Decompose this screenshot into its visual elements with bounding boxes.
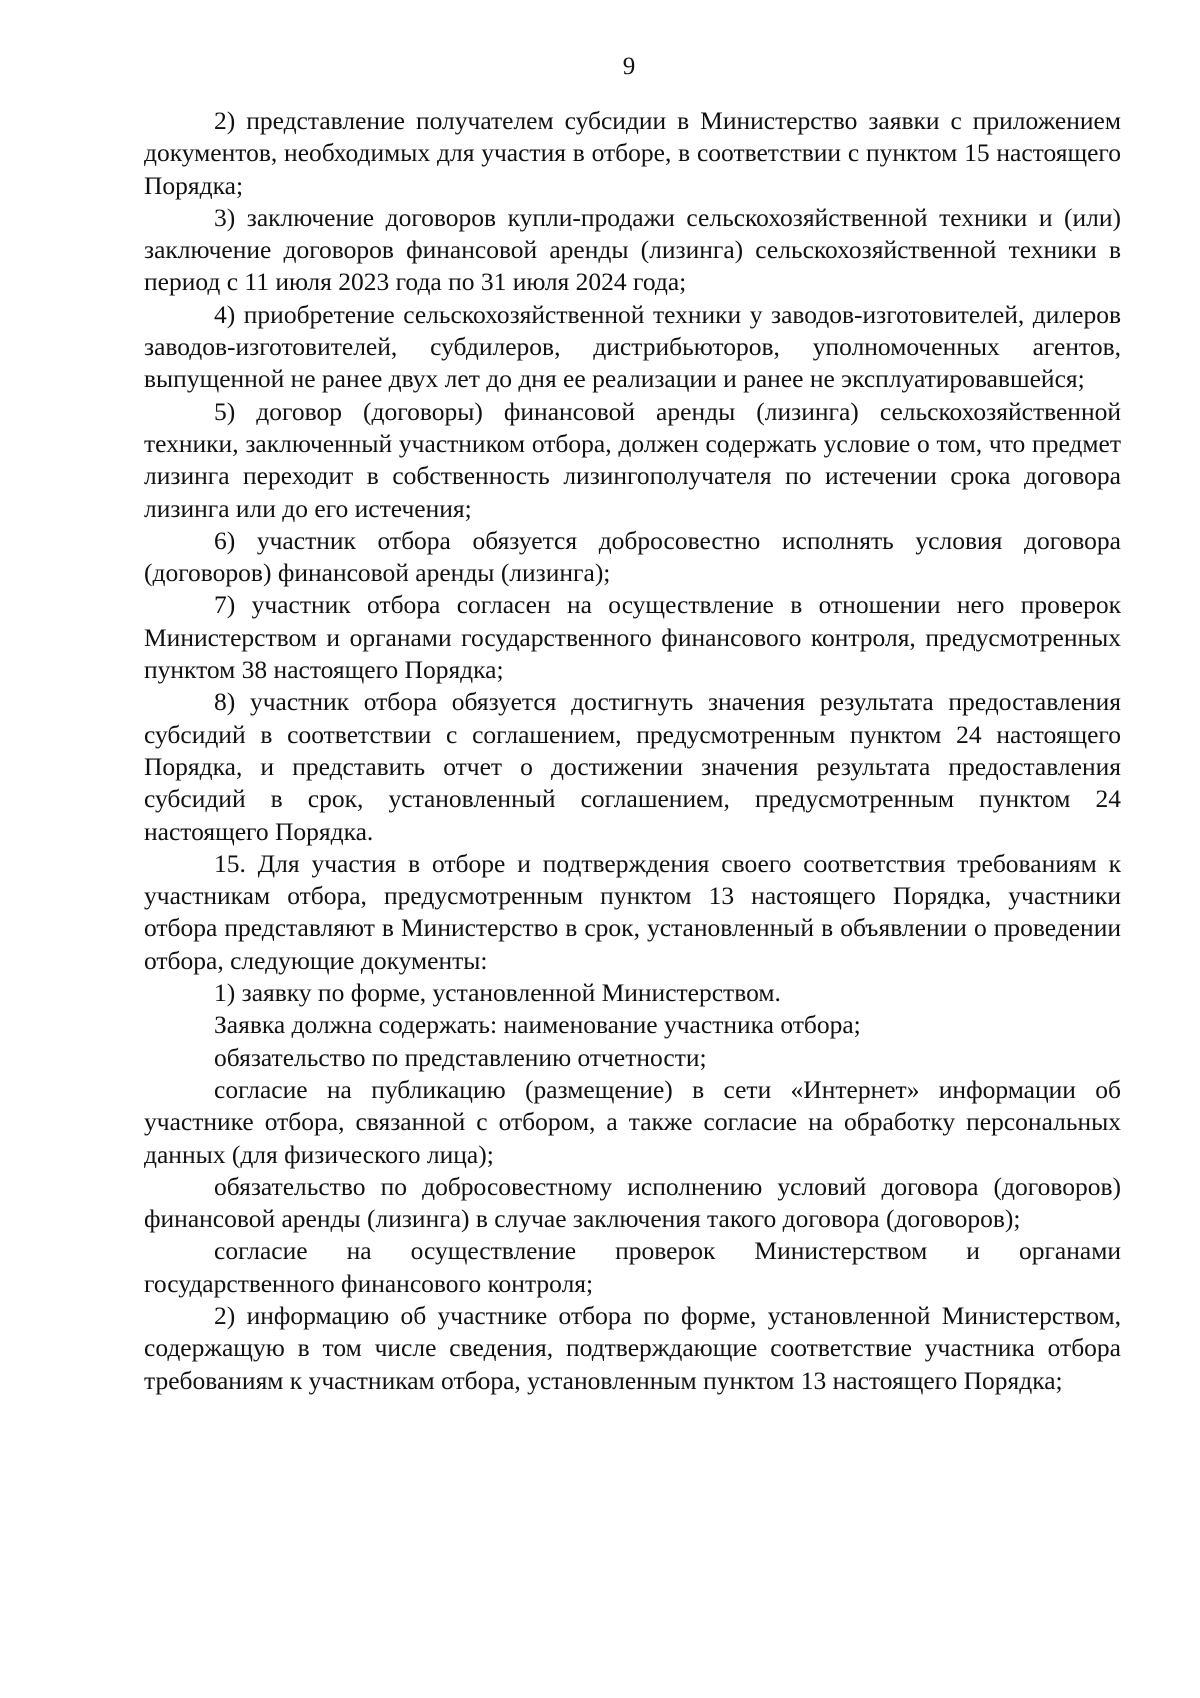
- paragraph-doc-1-application-form: 1) заявку по форме, установленной Министерством.: [214, 978, 781, 1008]
- paragraph-inspection-consent: согласие на осуществление проверок Министерством и органами государственного финансового контроля;: [144, 1236, 1121, 1298]
- paragraph-item-4-purchase: 4) приобретение сельскохозяйственной техники у заводов-изготовителей, дилеров заводов-изготовителей, субдилеров, дистрибьюторов, уполномоченных агентов, выпущенной не ранее двух лет до дня ее реализации и ранее не эксплуатировавшейся;: [144, 299, 1121, 394]
- paragraph-item-8-result: 8) участник отбора обязуется достигнуть значения результата предоставления субсидий в соответствии с соглашением, предусмотренным пунктом 24 настоящего Порядка, и представить отчет о достижении значения результата предоставления субсидий в срок, установленный соглашением, предусмотренным пунктом 24 настоящего Порядка.: [144, 687, 1121, 846]
- paragraph-item-2-application: 2) представление получателем субсидии в Министерство заявки с приложением документов, необходимых для участия в отборе, в соответствии с пунктом 15 настоящего Порядка;: [144, 106, 1121, 200]
- paragraph-section-15: 15. Для участия в отборе и подтверждения своего соответствия требованиям к участникам отбора, предусмотренным пунктом 13 настоящего Порядка, участники отбора представляют в Министерство в срок, установленный в объявлении о проведении отбора, следующие документы:: [144, 848, 1121, 975]
- paragraph-application-content: Заявка должна содержать: наименование участника отбора;: [214, 1010, 861, 1040]
- document-body: [144, 105, 1121, 1397]
- paragraph-item-5-leasing-contract: 5) договор (договоры) финансовой аренды (лизинга) сельскохозяйственной техники, заключенный участником отбора, должен содержать условие о том, что предмет лизинга переходит в собственность лизингополучателя по истечении срока договора лизинга или до его истечения;: [144, 396, 1121, 523]
- paragraph-item-3-contracts: 3) заключение договоров купли-продажи сельскохозяйственной техники и (или) заключение договоров финансовой аренды (лизинга) сельскохозяйственной техники в период с 11 июля 2023 года по 31 июля 2024 года;: [144, 202, 1121, 297]
- paragraph-item-6-obligation: 6) участник отбора обязуется добросовестно исполнять условия договора (договоров) финансовой аренды (лизинга);: [144, 525, 1121, 588]
- paragraph-publication-consent: согласие на публикацию (размещение) в сети «Интернет» информации об участнике отбора, связанной с отбором, а также согласие на обработку персональных данных (для физического лица);: [144, 1074, 1121, 1169]
- paragraph-reporting-obligation: обязательство по представлению отчетности;: [214, 1042, 707, 1072]
- paragraph-item-7-inspections: 7) участник отбора согласен на осуществление в отношении него проверок Министерством и органами государственного финансового контроля, предусмотренных пунктом 38 настоящего Порядка;: [144, 590, 1121, 685]
- paragraph-doc-2-information: 2) информацию об участнике отбора по форме, установленной Министерством, содержащую в том числе сведения, подтверждающие соответствие участника отбора требованиям к участникам отбора, установленным пунктом 13 настоящего Порядка;: [144, 1300, 1121, 1395]
- page-number: 9: [622, 53, 636, 80]
- paragraph-contract-obligation: обязательство по добросовестному исполнению условий договора (договоров) финансовой аренды (лизинга) в случае заключения такого договора (договоров);: [144, 1171, 1121, 1234]
